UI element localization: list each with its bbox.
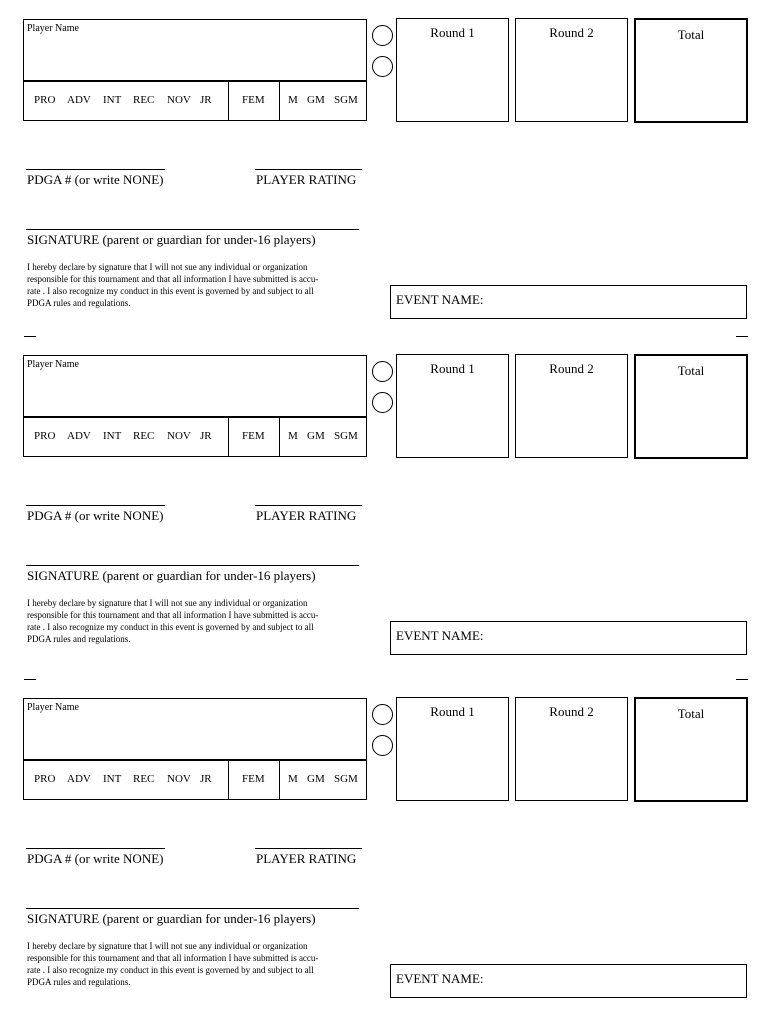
rating-label: PLAYER RATING [256,508,357,523]
pdga-label: PDGA # (or write NONE) [27,508,164,523]
event-name-label: EVENT NAME: [396,971,484,986]
round1-label: Round 1 [430,704,475,719]
player-name-label: Player Name [27,359,79,370]
division-row [23,417,367,457]
rating-line[interactable] [255,848,362,849]
declaration-line: responsible for this tournament and that all information I have submitted is accu- [27,953,319,963]
event-name-field[interactable] [390,964,747,998]
player-name-label: Player Name [27,23,79,34]
division-int[interactable]: INT [103,773,122,785]
division-jr[interactable]: JR [200,773,212,785]
division-int[interactable]: INT [103,430,122,442]
divider [279,417,280,457]
division-fem[interactable]: FEM [242,94,265,106]
checkbox-circle[interactable] [372,392,393,413]
round2-label: Round 2 [549,361,594,376]
division-jr[interactable]: JR [200,94,212,106]
division-m[interactable]: M [288,773,298,785]
event-name-label: EVENT NAME: [396,628,484,643]
pdga-line[interactable] [26,169,165,170]
total-box[interactable] [634,18,748,123]
signature-line[interactable] [26,229,359,230]
signature-label: SIGNATURE (parent or guardian for under-16 players) [27,568,316,583]
declaration-line: I hereby declare by signature that I will not sue any individual or organization [27,941,308,951]
score-card [0,336,770,666]
signature-line[interactable] [26,565,359,566]
division-nov[interactable]: NOV [167,94,191,106]
division-gm[interactable]: GM [307,773,325,785]
division-adv[interactable]: ADV [67,773,91,785]
declaration-text [27,597,367,645]
signature-label: SIGNATURE (parent or guardian for under-16 players) [27,232,316,247]
division-row [23,760,367,800]
division-rec[interactable]: REC [133,94,155,106]
division-nov[interactable]: NOV [167,430,191,442]
division-gm[interactable]: GM [307,94,325,106]
division-pro[interactable]: PRO [34,94,56,106]
score-card [0,0,770,330]
cut-mark [24,336,36,337]
checkbox-circle[interactable] [372,735,393,756]
rating-line[interactable] [255,505,362,506]
round2-label: Round 2 [549,704,594,719]
round1-box[interactable] [396,697,509,801]
declaration-line: I hereby declare by signature that I will not sue any individual or organization [27,598,308,608]
divider [279,81,280,121]
rating-label: PLAYER RATING [256,172,357,187]
round2-label: Round 2 [549,25,594,40]
pdga-label: PDGA # (or write NONE) [27,851,164,866]
division-int[interactable]: INT [103,94,122,106]
declaration-line: PDGA rules and regulations. [27,634,131,644]
division-nov[interactable]: NOV [167,773,191,785]
player-name-label: Player Name [27,702,79,713]
round1-label: Round 1 [430,361,475,376]
total-label: Total [677,706,705,721]
division-sgm[interactable]: SGM [334,94,358,106]
division-m[interactable]: M [288,94,298,106]
signature-label: SIGNATURE (parent or guardian for under-16 players) [27,911,316,926]
division-m[interactable]: M [288,430,298,442]
cut-mark [736,679,748,680]
division-rec[interactable]: REC [133,430,155,442]
division-fem[interactable]: FEM [242,773,265,785]
round2-box[interactable] [515,354,628,458]
division-adv[interactable]: ADV [67,430,91,442]
division-pro[interactable]: PRO [34,773,56,785]
division-pro[interactable]: PRO [34,430,56,442]
checkbox-circle[interactable] [372,361,393,382]
declaration-line: PDGA rules and regulations. [27,977,131,987]
pdga-line[interactable] [26,505,165,506]
declaration-line: rate . I also recognize my conduct in this event is governed by and subject to all [27,286,314,296]
checkbox-circle[interactable] [372,704,393,725]
rating-label: PLAYER RATING [256,851,357,866]
round1-box[interactable] [396,354,509,458]
division-sgm[interactable]: SGM [334,773,358,785]
score-card [0,679,770,1009]
round1-label: Round 1 [430,25,475,40]
declaration-line: PDGA rules and regulations. [27,298,131,308]
signature-line[interactable] [26,908,359,909]
declaration-line: I hereby declare by signature that I will not sue any individual or organization [27,262,308,272]
division-sgm[interactable]: SGM [334,430,358,442]
event-name-label: EVENT NAME: [396,292,484,307]
declaration-text [27,261,367,309]
total-box[interactable] [634,354,748,459]
declaration-line: responsible for this tournament and that all information I have submitted is accu- [27,610,319,620]
division-adv[interactable]: ADV [67,94,91,106]
checkbox-circle[interactable] [372,25,393,46]
division-row [23,81,367,121]
checkbox-circle[interactable] [372,56,393,77]
divider [228,81,229,121]
division-rec[interactable]: REC [133,773,155,785]
declaration-text [27,940,367,988]
event-name-field[interactable] [390,285,747,319]
divider [279,760,280,800]
division-jr[interactable]: JR [200,430,212,442]
round1-box[interactable] [396,18,509,122]
rating-line[interactable] [255,169,362,170]
declaration-line: rate . I also recognize my conduct in this event is governed by and subject to all [27,965,314,975]
total-label: Total [677,27,705,42]
divider [228,417,229,457]
declaration-line: responsible for this tournament and that all information I have submitted is accu- [27,274,319,284]
event-name-field[interactable] [390,621,747,655]
round2-box[interactable] [515,697,628,801]
divider [228,760,229,800]
total-label: Total [677,363,705,378]
total-box[interactable] [634,697,748,802]
division-gm[interactable]: GM [307,430,325,442]
cut-mark [24,679,36,680]
pdga-line[interactable] [26,848,165,849]
pdga-label: PDGA # (or write NONE) [27,172,164,187]
cut-mark [736,336,748,337]
declaration-line: rate . I also recognize my conduct in this event is governed by and subject to all [27,622,314,632]
round2-box[interactable] [515,18,628,122]
division-fem[interactable]: FEM [242,430,265,442]
